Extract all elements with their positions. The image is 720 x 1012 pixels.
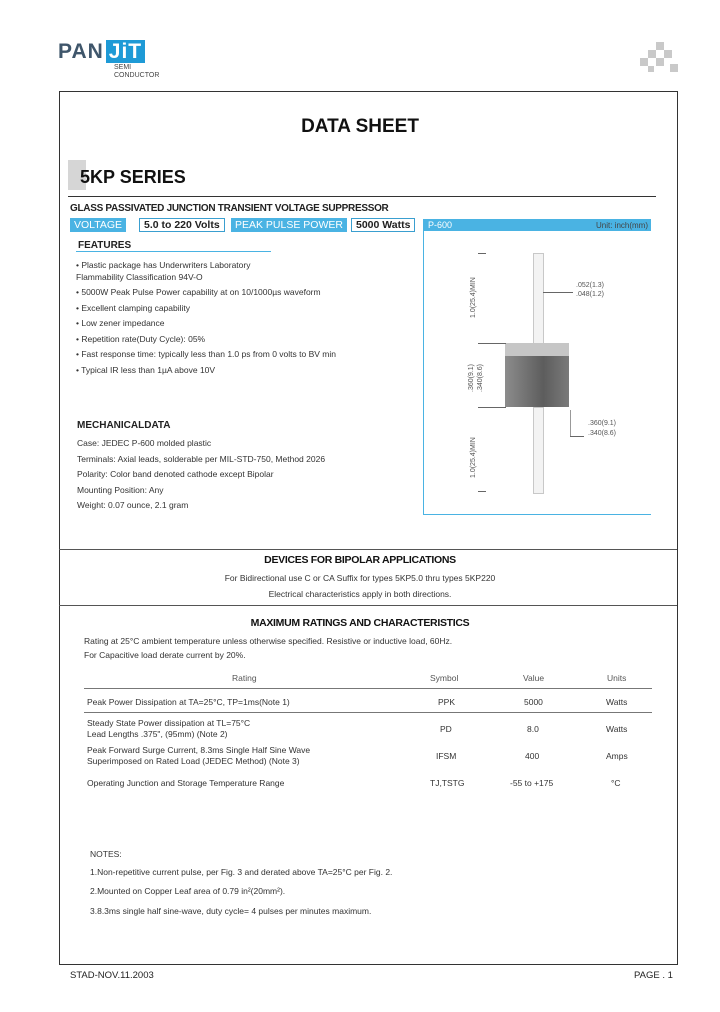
mechanical-item: Polarity: Color band denoted cathode except Bipolar [77,469,274,479]
mechanical-item: Weight: 0.07 ounce, 2.1 gram [77,500,189,510]
note-3: 3.8.3ms single half sine-wave, duty cycle= 4 pulses per minutes maximum. [90,906,372,916]
value-cell: 8.0 [527,724,539,734]
mechanical-list [77,436,325,514]
note-2: 2.Mounted on Copper Leaf area of 0.79 in²(20mm²). [90,886,286,896]
diode-lead-bottom [533,407,544,494]
diode-cathode-band [505,343,569,356]
rating-cell: Operating Junction and Storage Temperature Range [87,778,285,788]
feature-item: • Plastic package has Underwriters Laboratory [76,260,251,270]
value-cell: 400 [525,751,540,761]
power-label-badge: PEAK PULSE POWER [231,218,347,232]
features-underline [76,251,271,252]
dim-tick [478,491,486,492]
checker-decoration-icon [640,42,678,72]
mechanical-item: Terminals: Axial leads, solderable per MIL-STD-750, Method 2026 [77,453,326,464]
features-heading: FEATURES [78,240,132,251]
company-logo [58,40,145,64]
rating-cell: Lead Lengths .375", (95mm) (Note 2) [87,729,228,739]
mechanical-item: Case: JEDEC P-600 molded plastic [77,438,212,448]
feature-item: • Fast response time: typically less than 1.0 ps from 0 volts to BV min [76,349,336,359]
table-rule [84,712,652,713]
series-title: 5KP SERIES [80,167,186,187]
title-divider [68,196,656,197]
feature-item: • Excellent clamping capability [76,302,191,313]
rating-cell: Peak Forward Surge Current, 8.3ms Single Half Sine Wave [87,745,311,755]
column-header-symbol: Symbol [430,673,459,683]
units-cell: Watts [606,697,628,707]
value-cell: 5000 [524,697,543,707]
package-name: P-600 [428,220,453,230]
feature-item: • Low zener impedance [76,318,165,328]
column-header-units: Units [607,673,627,683]
section-divider [59,549,677,550]
dim-lead-diameter-1: .052(1.3) [576,282,605,289]
logo-text-jit: JiT [106,40,145,63]
column-header-rating: Rating [232,673,257,683]
rating-cell: Peak Power Dissipation at TA=25°C, TP=1ms(Note 1) [87,697,290,707]
dim-line [570,410,571,437]
value-cell: -55 to +175 [510,778,554,788]
diode-lead-top [533,253,544,345]
section-divider [59,605,677,606]
power-value-badge: 5000 Watts [351,218,415,232]
units-cell: °C [611,778,621,788]
dim-body-length-2: .340(8.6) [477,363,484,392]
mechanical-item: Mounting Position: Any [77,484,164,495]
features-list [76,258,416,378]
dim-lead-diameter-2: .048(1.2) [576,291,605,298]
notes-heading: NOTES: [90,849,122,859]
dim-body-length-1: .360(9.1) [468,363,475,392]
symbol-cell: PD [440,724,452,734]
bipolar-heading: DEVICES FOR BIPOLAR APPLICATIONS [264,554,456,566]
symbol-cell: PPK [438,697,456,707]
bipolar-line-1: For Bidirectional use C or CA Suffix for types 5KP5.0 thru types 5KP220 [224,573,496,583]
rating-cell: Steady State Power dissipation at TL=75°C [87,718,251,728]
page-title: DATA SHEET [301,116,419,137]
footer-date: STAD-NOV.11.2003 [70,970,154,981]
feature-item: • Repetition rate(Duty Cycle): 05% [76,333,206,344]
voltage-value-badge: 5.0 to 220 Volts [139,218,225,232]
ratings-note-2: For Capacitive load derate current by 20%. [84,650,246,660]
footer-page-number: PAGE . 1 [634,970,673,981]
dim-tick [478,407,506,408]
dim-tick [570,436,584,437]
dim-tick [478,253,486,254]
package-unit: Unit: inch(mm) [596,221,649,230]
units-cell: Amps [606,751,628,761]
feature-item: • Typical IR less than 1µA above 10V [76,364,216,375]
feature-item: Flammability Classification 94V-O [76,271,203,282]
dim-lead-length-top: 1.0(25.4)MIN [470,277,477,318]
voltage-label-badge: VOLTAGE [70,218,126,232]
units-cell: Watts [606,724,628,734]
logo-sub-line-1: SEMI [114,64,132,71]
note-1: 1.Non-repetitive current pulse, per Fig. 3 and derated above TA=25°C per Fig. 2. [90,867,393,877]
logo-text-pan: PAN [58,40,104,63]
logo-subtitle [114,64,159,80]
dim-body-diameter-1: .360(9.1) [588,420,617,427]
bipolar-line-2: Electrical characteristics apply in both directions. [268,589,452,599]
product-subtitle: GLASS PASSIVATED JUNCTION TRANSIENT VOLTAGE SUPPRESSOR [70,203,389,214]
column-header-value: Value [523,673,545,683]
dim-body-diameter-2: .340(8.6) [588,430,617,437]
symbol-cell: TJ,TSTG [430,778,465,788]
ratings-note-1: Rating at 25°C ambient temperature unless otherwise specified. Resistive or inductive load, 60Hz. [84,636,453,646]
mechanical-heading: MECHANICALDATA [77,420,171,431]
dim-tick [543,292,573,293]
symbol-cell: IFSM [436,751,457,761]
logo-sub-line-2: CONDUCTOR [114,72,160,79]
dim-tick [478,343,506,344]
table-rule [84,688,652,689]
dim-lead-length-bottom: 1.0(25.4)MIN [470,437,477,478]
rating-cell: Superimposed on Rated Load (JEDEC Method) (Note 3) [87,756,300,766]
feature-item: • 5000W Peak Pulse Power capability at on 10/1000µs waveform [76,287,321,297]
ratings-heading: MAXIMUM RATINGS AND CHARACTERISTICS [250,617,470,629]
